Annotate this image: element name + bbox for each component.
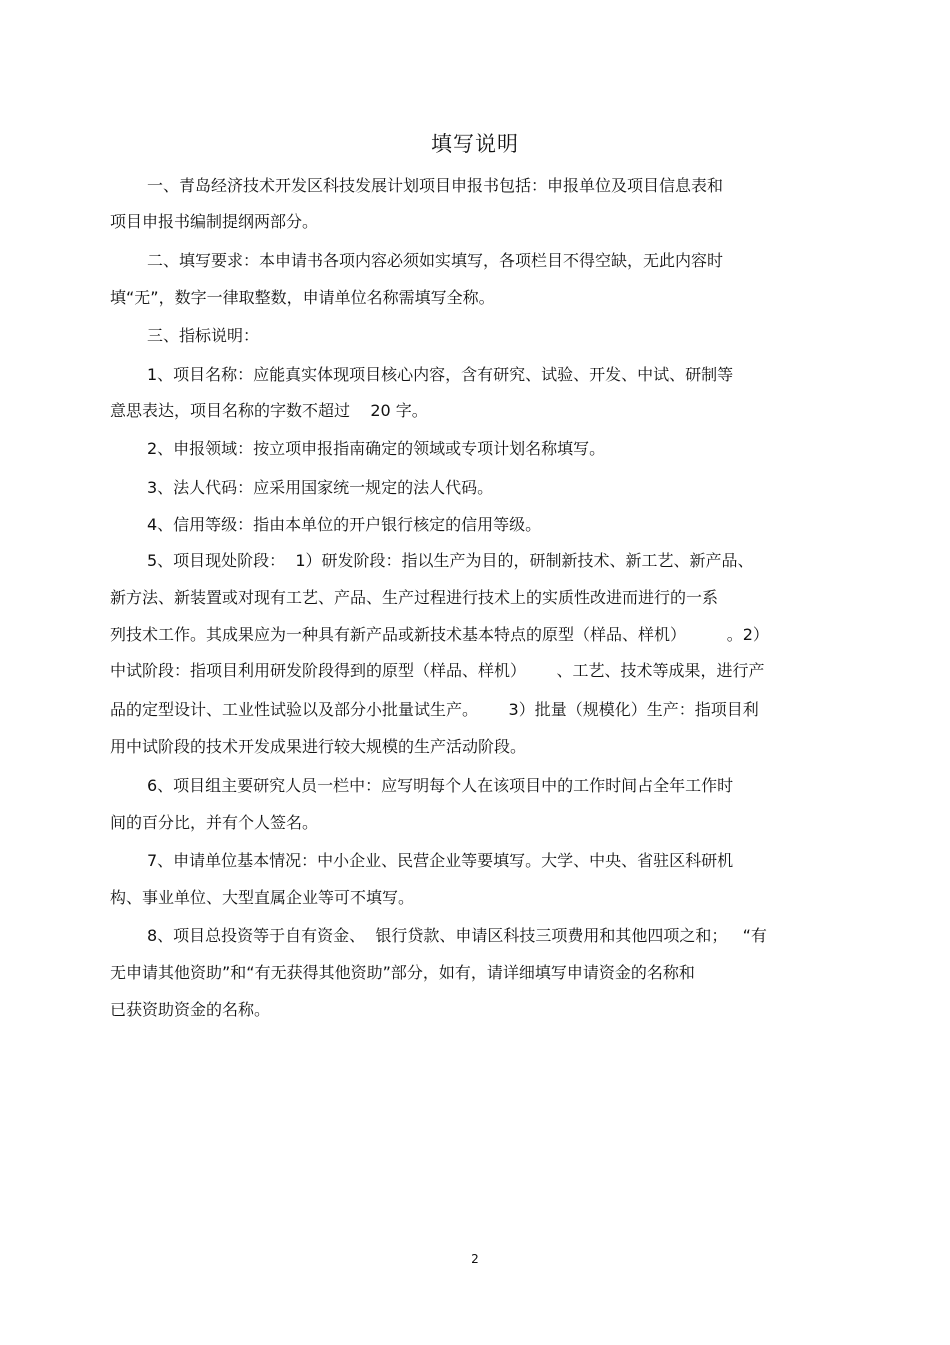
paragraph-line: 项目申报书编制提纲两部分。: [110, 212, 319, 231]
paragraph-line: 2、申报领域：按立项申报指南确定的领域或专项计划名称填写。: [147, 439, 606, 458]
paragraph-line: 用中试阶段的技术开发成果进行较大规模的生产活动阶段。: [110, 737, 527, 756]
page-title: 填写说明: [431, 132, 519, 156]
paragraph-line: 8、项目总投资等于自有资金、 银行贷款、申请区科技三项费用和其他四项之和； “有: [147, 926, 767, 945]
paragraph-line: 填“无”，数字一律取整数，申请单位名称需填写全称。: [110, 288, 495, 307]
paragraph-line: 新方法、新装置或对现有工艺、产品、生产过程进行技术上的实质性改进而进行的一系: [110, 588, 719, 607]
paragraph-line: 列技术工作。其成果应为一种具有新产品或新技术基本特点的原型（样品、样机） 。2）: [110, 625, 769, 644]
paragraph-line: 3、法人代码：应采用国家统一规定的法人代码。: [147, 478, 494, 497]
page-number: 2: [471, 1252, 479, 1266]
paragraph-line: 二、填写要求：本申请书各项内容必须如实填写，各项栏目不得空缺，无此内容时: [147, 251, 724, 270]
paragraph-line: 构、事业单位、大型直属企业等可不填写。: [110, 888, 415, 907]
paragraph-line: 中试阶段：指项目利用研发阶段得到的原型（样品、样机） 、工艺、技术等成果，进行产: [110, 661, 765, 680]
paragraph-line: 4、信用等级：指由本单位的开户银行核定的信用等级。: [147, 515, 542, 534]
paragraph-line: 意思表达，项目名称的字数不超过 20 字。: [110, 401, 428, 420]
paragraph-line: 一、青岛经济技术开发区科技发展计划项目申报书包括：申报单位及项目信息表和: [147, 176, 724, 195]
paragraph-line: 三、指标说明：: [147, 326, 260, 345]
paragraph-line: 品的定型设计、工业性试验以及部分小批量试生产。 3）批量（规模化）生产：指项目利: [110, 700, 759, 719]
paragraph-line: 间的百分比，并有个人签名。: [110, 813, 319, 832]
paragraph-line: 无申请其他资助”和“有无获得其他资助”部分，如有，请详细填写申请资金的名称和: [110, 963, 695, 982]
paragraph-line: 6、项目组主要研究人员一栏中：应写明每个人在该项目中的工作时间占全年工作时: [147, 776, 734, 795]
paragraph-line: 已获资助资金的名称。: [110, 1000, 271, 1019]
paragraph-line: 5、项目现处阶段： 1）研发阶段：指以生产为目的，研制新技术、新工艺、新产品、: [147, 551, 754, 570]
paragraph-line: 1、项目名称：应能真实体现项目核心内容，含有研究、试验、开发、中试、研制等: [147, 365, 734, 384]
paragraph-line: 7、申请单位基本情况：中小企业、民营企业等要填写。大学、中央、省驻区科研机: [147, 851, 734, 870]
